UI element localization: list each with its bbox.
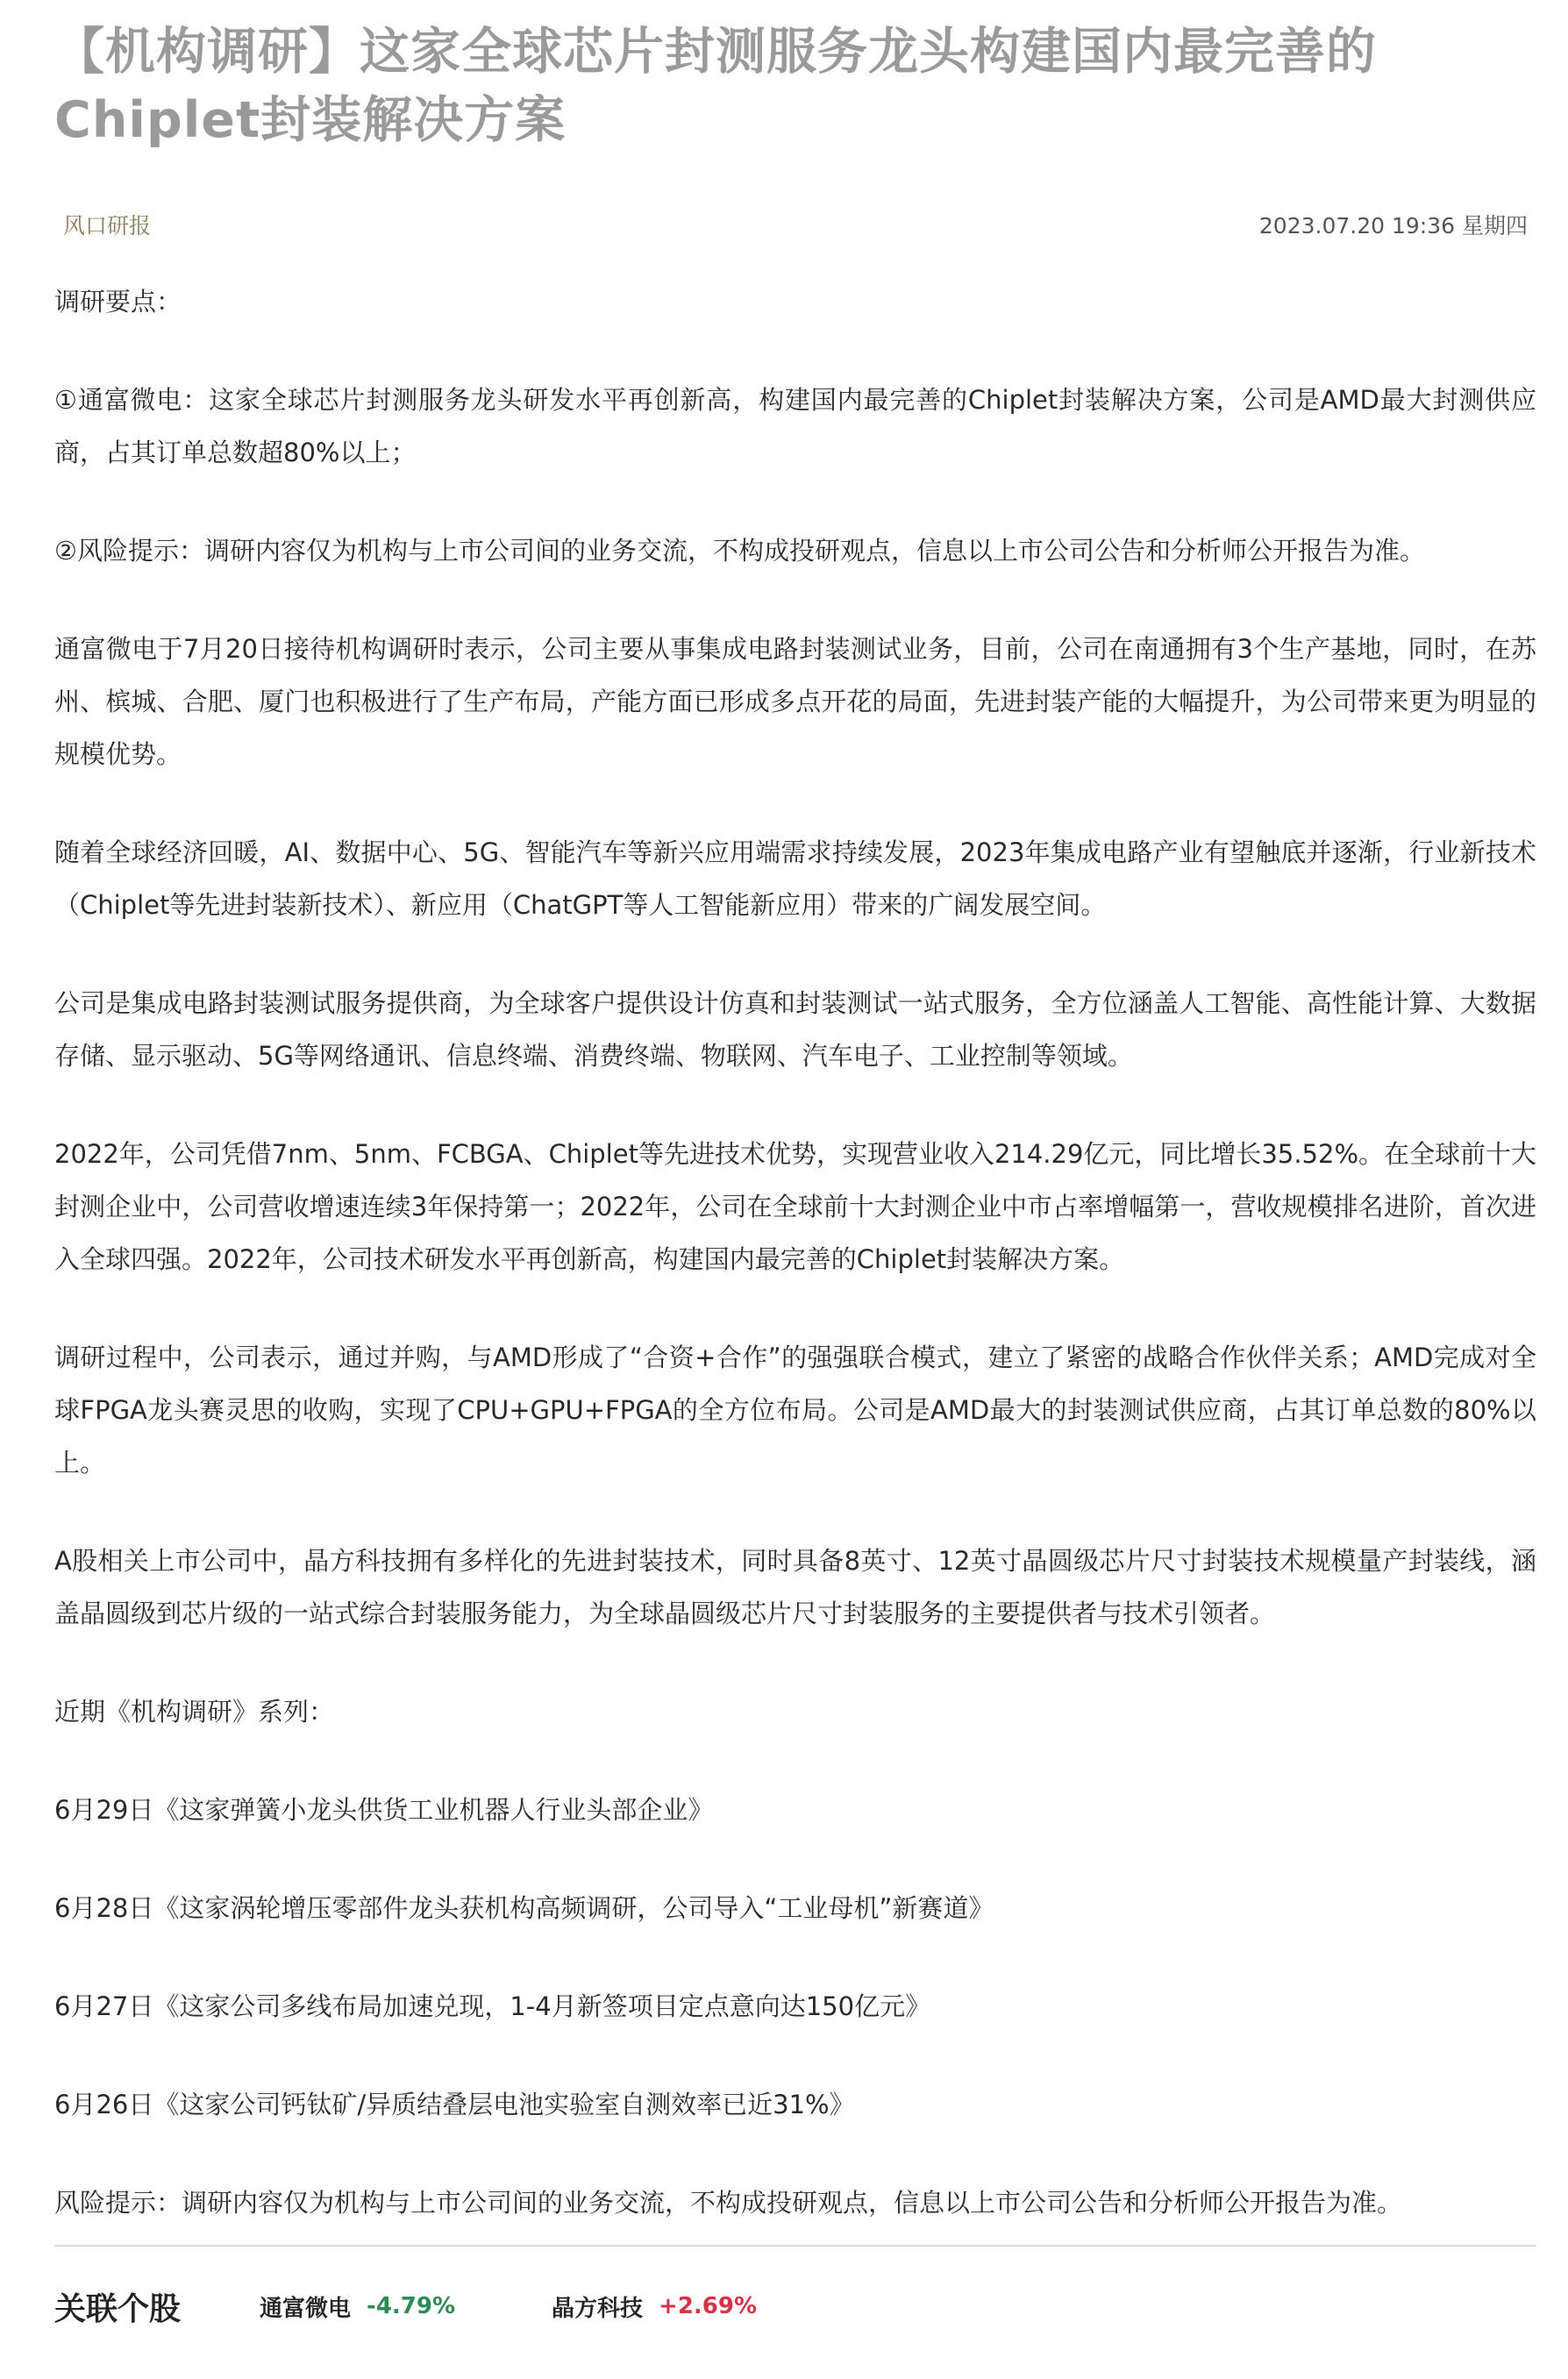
section-divider xyxy=(54,2245,1536,2247)
stock-item-jingfang[interactable] xyxy=(552,2290,757,2323)
risk-disclaimer: 风险提示：调研内容仅为机构与上市公司间的业务交流，不构成投研观点，信息以上市公司公告和分析师公开报告为准。 xyxy=(54,2188,1403,2218)
article-body xyxy=(54,275,1536,2229)
paragraph-key-point-2: ②风险提示：调研内容仅为机构与上市公司间的业务交流，不构成投研观点，信息以上市公司公告和分析师公开报告为准。 xyxy=(54,536,1426,566)
series-link[interactable]: 6月28日《这家涡轮增压零部件龙头获机构高频调研，公司导入“工业母机”新赛道》 xyxy=(54,1893,994,1923)
paragraph-key-points-heading: 调研要点： xyxy=(54,287,182,317)
stock-change: -4.79% xyxy=(367,2293,456,2319)
stock-change: +2.69% xyxy=(659,2293,758,2319)
paragraph: 公司是集成电路封装测试服务提供商，为全球客户提供设计仿真和封装测试一站式服务，全方位涵盖人工智能、高性能计算、大数据存储、显示驱动、5G等网络通讯、信息终端、消费终端、物联网、汽车电子、工业控制等领域。 xyxy=(54,988,1536,1071)
series-link[interactable]: 6月26日《这家公司钙钛矿/异质结叠层电池实验室自测效率已近31%》 xyxy=(54,2090,855,2119)
related-stocks-title: 关联个股 xyxy=(54,2290,182,2327)
stock-name: 通富微电 xyxy=(260,2295,352,2322)
paragraph: 随着全球经济回暖，AI、数据中心、5G、智能汽车等新兴应用端需求持续发展，2023年集成电路产业有望触底并逐渐，行业新技术（Chiplet等先进封装新技术）、新应用（ChatGPT等人工智能新应用）带来的广阔发展空间。 xyxy=(54,837,1536,920)
series-link[interactable]: 6月27日《这家公司多线布局加速兑现，1-4月新签项目定点意向达150亿元》 xyxy=(54,1991,931,2021)
stock-name: 晶方科技 xyxy=(552,2295,644,2322)
related-stocks xyxy=(54,2280,1536,2333)
stock-item-tongfu[interactable] xyxy=(260,2290,455,2323)
paragraph: 通富微电于7月20日接待机构调研时表示，公司主要从事集成电路封装测试业务，目前，公司在南通拥有3个生产基地，同时，在苏州、槟城、合肥、厦门也积极进行了生产布局，产能方面已形成多点开花的局面，先进封装产能的大幅提升，为公司带来更为明显的规模优势。 xyxy=(54,634,1536,769)
article-title: 【机构调研】这家全球芯片封测服务龙头构建国内最完善的Chiplet封装解决方案 xyxy=(54,23,1377,149)
series-heading: 近期《机构调研》系列： xyxy=(54,1697,335,1727)
publish-datetime: 2023.07.20 19:36 星期四 xyxy=(1258,213,1528,239)
source-label[interactable]: 风口研报 xyxy=(63,213,152,239)
article xyxy=(54,18,1536,2275)
article-meta xyxy=(54,207,1536,242)
series-link[interactable]: 6月29日《这家弹簧小龙头供货工业机器人行业头部企业》 xyxy=(54,1795,714,1825)
paragraph: 调研过程中，公司表示，通过并购，与AMD形成了“合资+合作”的强强联合模式，建立了紧密的战略合作伙伴关系；AMD完成对全球FPGA龙头赛灵思的收购，实现了CPU+GPU+FPGA的全方位布局。公司是AMD最大的封装测试供应商，占其订单总数的80%以上。 xyxy=(54,1343,1536,1478)
paragraph: 2022年，公司凭借7nm、5nm、FCBGA、Chiplet等先进技术优势，实现营业收入214.29亿元，同比增长35.52%。在全球前十大封测企业中，公司营收增速连续3年保持第一；2022年，公司在全球前十大封测企业中市占率增幅第一，营收规模排名进阶，首次进入全球四强。2022年，公司技术研发水平再创新高，构建国内最完善的Chiplet封装解决方案。 xyxy=(54,1139,1537,1274)
paragraph-key-point-1: ①通富微电：这家全球芯片封测服务龙头研发水平再创新高，构建国内最完善的Chiplet封装解决方案，公司是AMD最大封测供应商，占其订单总数超80%以上； xyxy=(54,385,1536,467)
paragraph: A股相关上市公司中，晶方科技拥有多样化的先进封装技术，同时具备8英寸、12英寸晶圆级芯片尺寸封装技术规模量产封装线，涵盖晶圆级到芯片级的一站式综合封装服务能力，为全球晶圆级芯片尺寸封装服务的主要提供者与技术引领者。 xyxy=(54,1546,1536,1628)
